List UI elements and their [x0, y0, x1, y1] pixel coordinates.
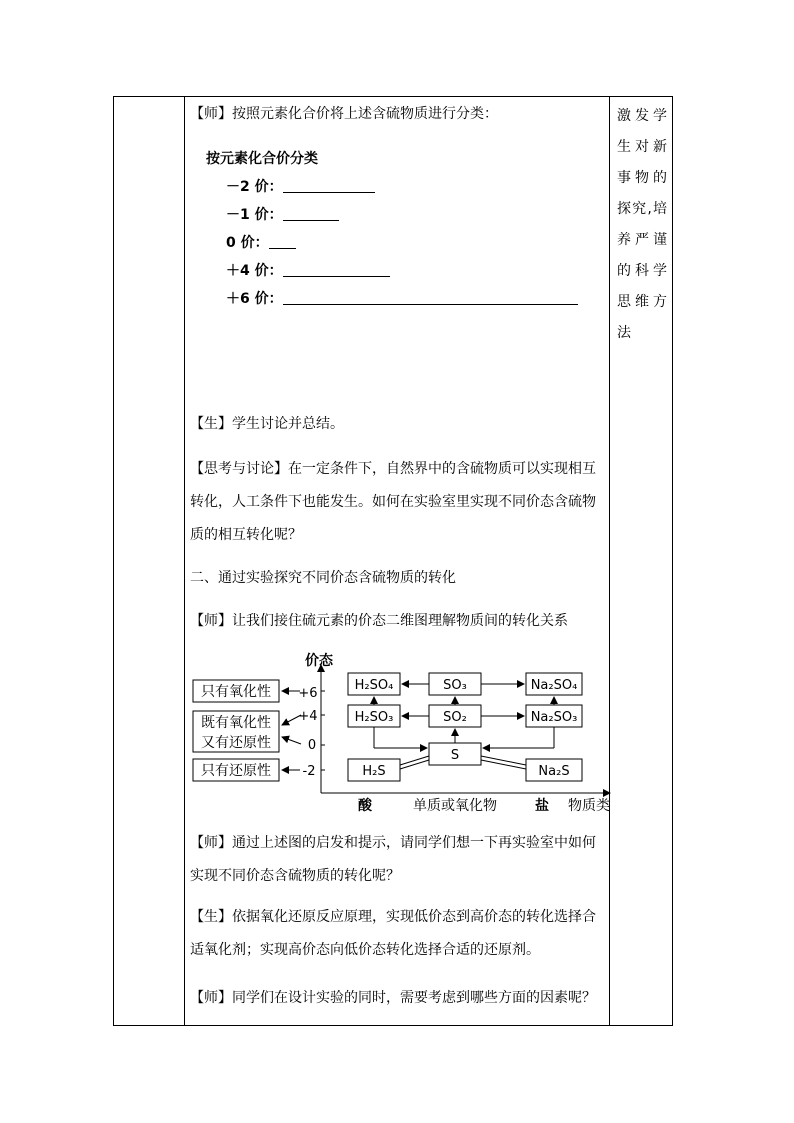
section-heading: 二、通过实验探究不同价态含硫物质的转化 [190, 570, 456, 586]
category-label: 酸 [358, 798, 372, 814]
valence-row: －1 价： [226, 206, 339, 224]
teacher-final: 【师】同学们在设计实验的同时，需要考虑到哪些方面的因素呢？ [190, 990, 596, 1006]
species-label: Na₂SO₃ [530, 710, 578, 725]
think-discuss: 【思考与讨论】在一定条件下，自然界中的含硫物质可以实现相互转化，人工条件下也能发生。如何在实验室里实现不同价态含硫物质的相互转化呢？ [190, 461, 596, 543]
teacher-question: 【师】通过上述图的启发和提示，请同学们想一下再实验室中如何实现不同价态含硫物质的转化呢？ [190, 835, 596, 884]
valence-row: 0 价： [226, 234, 296, 252]
species-label: Na₂S [538, 764, 570, 779]
tick-label: 0 [307, 738, 317, 753]
species-label: SO₃ [443, 678, 467, 693]
answer-blank [283, 292, 578, 305]
column-divider [184, 97, 185, 1025]
teacher-intro: 【师】按照元素化合价将上述含硫物质进行分类： [190, 106, 498, 122]
species-label: H₂SO₃ [354, 710, 394, 725]
tick-label: -2 [302, 764, 316, 779]
species-label: H₂SO₄ [354, 678, 394, 693]
property-label: 只有还原性 [201, 763, 271, 779]
property-label: 只有氧化性 [201, 684, 271, 700]
y-axis-label: 价态 [305, 653, 333, 669]
property-label: 既有氧化性 [201, 715, 271, 731]
student-answer: 【生】依据氧化还原反应原理，实现低价态到高价态的转化选择合适氧化剂；实现高价态向低价态转化选择合适的还原剂。 [190, 909, 596, 958]
species-label: S [450, 748, 460, 763]
species-label: Na₂SO₄ [530, 678, 578, 693]
valence-row: －2 价： [226, 178, 375, 196]
classification-title: 按元素化合价分类 [206, 151, 318, 167]
valence-row: ＋6 价： [226, 290, 578, 308]
lesson-table [113, 96, 673, 1026]
teacher-diagram-intro: 【师】让我们接住硫元素的价态二维图理解物质间的转化关系 [190, 613, 568, 629]
category-label: 盐 [535, 798, 549, 814]
category-label: 单质或氧化物 [413, 798, 497, 814]
tick-label: +6 [298, 686, 318, 701]
x-axis-label: 物质类 [568, 798, 610, 814]
answer-blank [283, 264, 390, 277]
tick-label: +4 [298, 709, 318, 724]
student-summary: 【生】学生讨论并总结。 [190, 416, 344, 432]
species-label: SO₂ [443, 710, 467, 725]
design-intent-note: 激发学生对新事物的探究,培养严谨的科学思维方法 [617, 108, 667, 341]
answer-blank [283, 180, 375, 193]
property-label: 又有还原性 [201, 735, 271, 751]
answer-blank [269, 236, 296, 249]
answer-blank [283, 208, 339, 221]
column-divider [609, 97, 610, 1025]
species-label: H₂S [362, 764, 386, 779]
valence-row: ＋4 价： [226, 262, 390, 280]
sulfur-valence-diagram [190, 645, 616, 815]
